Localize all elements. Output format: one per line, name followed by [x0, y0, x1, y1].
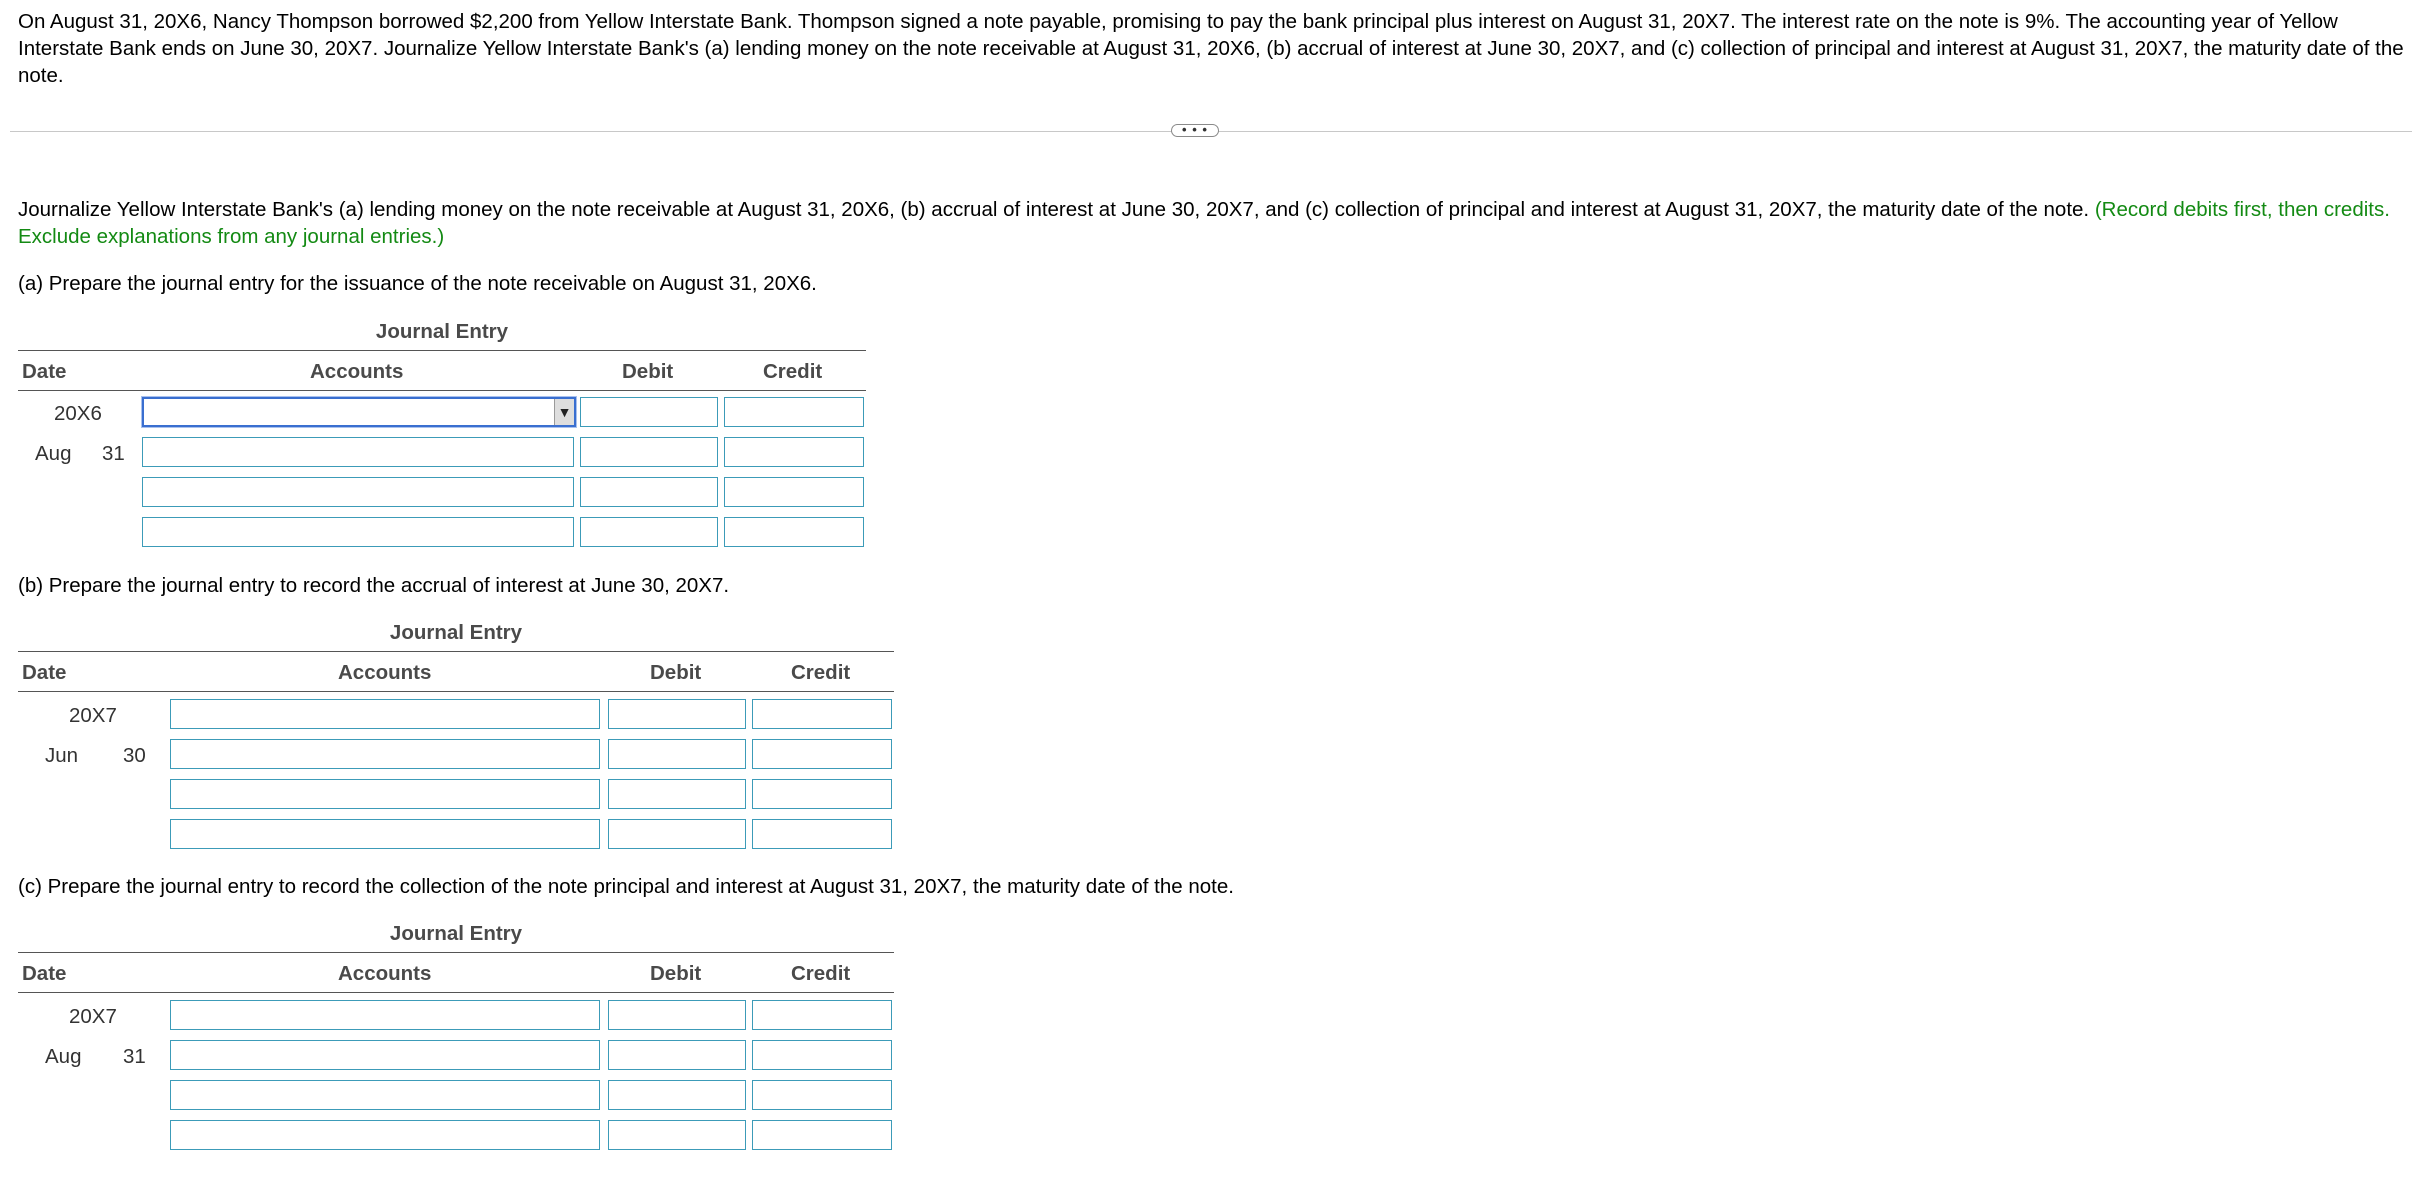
problem-statement: On August 31, 20X6, Nancy Thompson borrowed $2,200 from Yellow Interstate Bank. Thompson signed a note payable, promising to pay the bank principal plus interest on August 31, 20X7. The interest rate on the note is 9%. The accounting year of Yellow Interstate Bank ends on June 30, 20X7. Journalize Yellow Interstate Bank's (a) lending money on the note receivable at August 31, 20X6, (b) accrual of interest at June 30, 20X7, and (c) collection of principal and interest at August 31, 20X7, the maturity date of the note.: [18, 10, 2404, 87]
credit-input[interactable]: [752, 819, 892, 849]
credit-input[interactable]: [752, 739, 892, 769]
debit-input[interactable]: [608, 739, 746, 769]
debit-input[interactable]: [608, 819, 746, 849]
credit-input[interactable]: [752, 1080, 892, 1110]
credit-input[interactable]: [724, 517, 864, 547]
date-day: 31: [123, 1045, 146, 1068]
debit-header: Debit: [650, 962, 702, 985]
triangle-down-icon[interactable]: ▼: [554, 399, 574, 425]
header-rule: [18, 691, 894, 692]
debit-input[interactable]: [580, 397, 718, 427]
credit-input[interactable]: [752, 779, 892, 809]
journal-entry-c: [18, 922, 894, 1157]
credit-input[interactable]: [724, 397, 864, 427]
debit-input[interactable]: [608, 1120, 746, 1150]
credit-header: Credit: [791, 661, 851, 684]
account-input[interactable]: [170, 819, 600, 849]
journal-entry-title: Journal Entry: [389, 922, 523, 945]
date-header: Date: [22, 661, 67, 684]
part-c-label: (c) Prepare the journal entry to record the collection of the note principal and interest at August 31, 20X7, the maturity date of the note.: [18, 875, 1234, 898]
account-dropdown[interactable]: [142, 397, 576, 427]
accounts-header: Accounts: [338, 962, 432, 985]
account-input[interactable]: [170, 739, 600, 769]
instructions: [18, 196, 2398, 250]
table-top-rule: [18, 952, 894, 953]
account-input[interactable]: [170, 699, 600, 729]
credit-input[interactable]: [752, 699, 892, 729]
instruction-text: Journalize Yellow Interstate Bank's (a) lending money on the note receivable at August 31, 20X6, (b) accrual of interest at June 30, 20X7, and (c) collection of principal and interest at August 31, 20X7, the maturity date of the note.: [18, 198, 2090, 221]
account-input[interactable]: [170, 1080, 600, 1110]
account-input[interactable]: [170, 779, 600, 809]
credit-input[interactable]: [724, 437, 864, 467]
journal-entry-b: [18, 621, 894, 856]
journal-entry-a: [18, 320, 866, 555]
date-year: 20X7: [69, 704, 117, 727]
debit-header: Debit: [622, 360, 674, 383]
credit-header: Credit: [791, 962, 851, 985]
account-input[interactable]: [170, 1040, 600, 1070]
journal-entry-title: Journal Entry: [389, 621, 523, 644]
account-input[interactable]: [142, 517, 574, 547]
debit-input[interactable]: [608, 1080, 746, 1110]
table-top-rule: [18, 350, 866, 351]
credit-header: Credit: [763, 360, 823, 383]
credit-input[interactable]: [752, 1000, 892, 1030]
part-a-label: (a) Prepare the journal entry for the issuance of the note receivable on August 31, 20X6.: [18, 272, 817, 295]
credit-input[interactable]: [752, 1120, 892, 1150]
date-header: Date: [22, 360, 67, 383]
debit-input[interactable]: [608, 779, 746, 809]
header-rule: [18, 390, 866, 391]
accounts-header: Accounts: [338, 661, 432, 684]
debit-input[interactable]: [608, 699, 746, 729]
accounts-header: Accounts: [310, 360, 404, 383]
date-year: 20X6: [54, 402, 102, 425]
credit-input[interactable]: [724, 477, 864, 507]
date-month: Aug: [35, 442, 72, 465]
debit-input[interactable]: [580, 477, 718, 507]
debit-header: Debit: [650, 661, 702, 684]
debit-input[interactable]: [580, 517, 718, 547]
more-options-button[interactable]: • • •: [1171, 124, 1219, 137]
part-b-label: (b) Prepare the journal entry to record the accrual of interest at June 30, 20X7.: [18, 574, 730, 597]
journal-entry-title: Journal Entry: [375, 320, 509, 343]
date-day: 31: [102, 442, 125, 465]
date-month: Jun: [45, 744, 79, 767]
account-input[interactable]: [142, 437, 574, 467]
table-top-rule: [18, 651, 894, 652]
header-rule: [18, 992, 894, 993]
date-day: 30: [123, 744, 146, 767]
account-input[interactable]: [170, 1000, 600, 1030]
debit-input[interactable]: [580, 437, 718, 467]
account-input[interactable]: [142, 477, 574, 507]
instruction-note: (Record debits first, then credits. Exclude explanations from any journal entries.): [18, 198, 2390, 248]
credit-input[interactable]: [752, 1040, 892, 1070]
debit-input[interactable]: [608, 1000, 746, 1030]
date-header: Date: [22, 962, 67, 985]
account-input[interactable]: [170, 1120, 600, 1150]
date-year: 20X7: [69, 1005, 117, 1028]
date-month: Aug: [45, 1045, 82, 1068]
debit-input[interactable]: [608, 1040, 746, 1070]
